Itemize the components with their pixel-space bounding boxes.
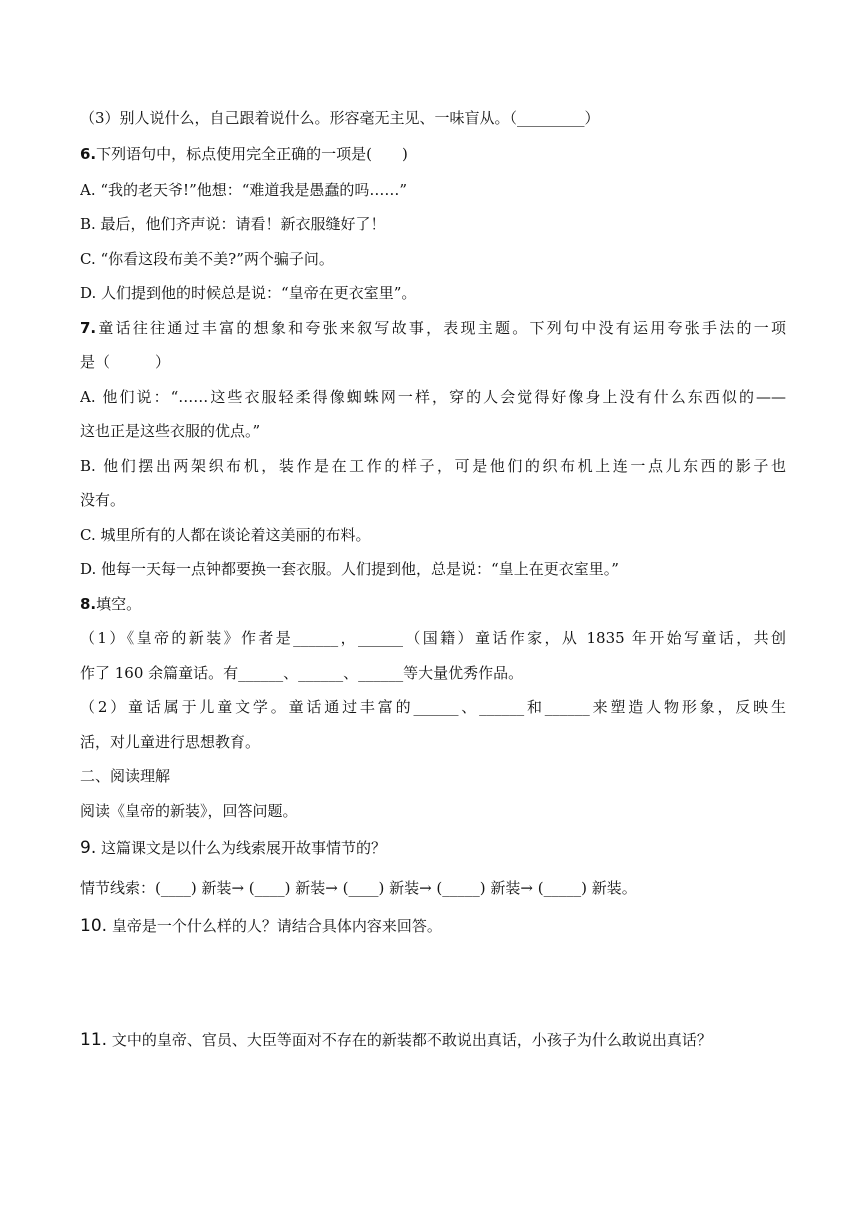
q8-question: [80, 594, 786, 614]
q7-option-a-cont: 这也正是这些衣服的优点。”: [80, 422, 261, 440]
q6-number: 6.: [80, 145, 97, 163]
q8-item-2-cont: 活，对儿童进行思想教育。: [80, 733, 261, 751]
q6-option-c: C. “你看这段布美不美?”两个骗子问。: [80, 250, 334, 268]
reading-intro: 阅读《皇帝的新装》，回答问题。: [80, 802, 298, 820]
section-heading-reading: 二、阅读理解: [80, 767, 171, 785]
q8-number: 8.: [80, 595, 97, 613]
q9-text: 这篇课文是以什么为线索展开故事情节的？: [96, 839, 387, 857]
q11-number: 11.: [80, 1030, 108, 1050]
q10-number: 10.: [80, 916, 108, 936]
q7-option-a: A. 他们说：“……这些衣服轻柔得像蜘蛛网一样，穿的人会觉得好像身上没有什么东西似的——: [80, 388, 786, 406]
q10-question: [80, 916, 786, 936]
q6-option-b: B. 最后，他们齐声说：请看！新衣服缝好了！: [80, 215, 386, 233]
q6-option-d: D. 人们提到他的时候总是说：“皇帝在更衣室里”。: [80, 284, 417, 302]
q7-text: 童话往往通过丰富的想象和夸张来叙写故事，表现主题。下列句中没有运用夸张手法的一项: [96, 319, 786, 337]
q8-item-1-cont: 作了 160 余篇童话。有______、______、______等大量优秀作品。: [80, 664, 524, 682]
q8-item-1: （1）《皇帝的新装》作者是______，______（国籍）童话作家，从 1835 年开始写童话，共创: [80, 629, 786, 647]
q5-item-3: （3）别人说什么，自己跟着说什么。形容毫无主见、一味盲从。（_________）: [80, 109, 600, 127]
q7-question: [80, 318, 786, 338]
q9-number: 9.: [80, 838, 97, 858]
q7-number: 7.: [80, 319, 97, 337]
q11-text: 文中的皇帝、官员、大臣等面对不存在的新装都不敢说出真话，小孩子为什么敢说出真话？: [107, 1031, 712, 1049]
q7-question-cont: 是（ ）: [80, 353, 171, 371]
q11-question: [80, 1030, 786, 1050]
q6-option-a: A. “我的老天爷!”他想：“难道我是愚蠢的吗……”: [80, 181, 408, 199]
q8-item-2: （2）童话属于儿童文学。童话通过丰富的______、______和______来塑造人物形象，反映生: [80, 698, 786, 716]
q9-answer-line: 情节线索：(____) 新装→ (____) 新装→ (____) 新装→ (_____) 新装→ (_____) 新装。: [80, 879, 637, 897]
q8-text: 填空。: [96, 595, 142, 613]
q6-question: [80, 144, 786, 164]
q7-option-b-cont: 没有。: [80, 491, 126, 509]
q7-option-c: C. 城里所有的人都在谈论着这美丽的布料。: [80, 526, 371, 544]
q7-option-d: D. 他每一天每一点钟都要换一套衣服。人们提到他，总是说：“皇上在更衣室里。”: [80, 560, 619, 578]
q9-question: [80, 838, 786, 858]
q10-text: 皇帝是一个什么样的人？请结合具体内容来回答。: [107, 917, 442, 935]
q7-option-b: B. 他们摆出两架织布机，装作是在工作的样子，可是他们的织布机上连一点儿东西的影子也: [80, 457, 786, 475]
q6-text: 下列语句中，标点使用完全正确的一项是( ): [96, 145, 408, 163]
